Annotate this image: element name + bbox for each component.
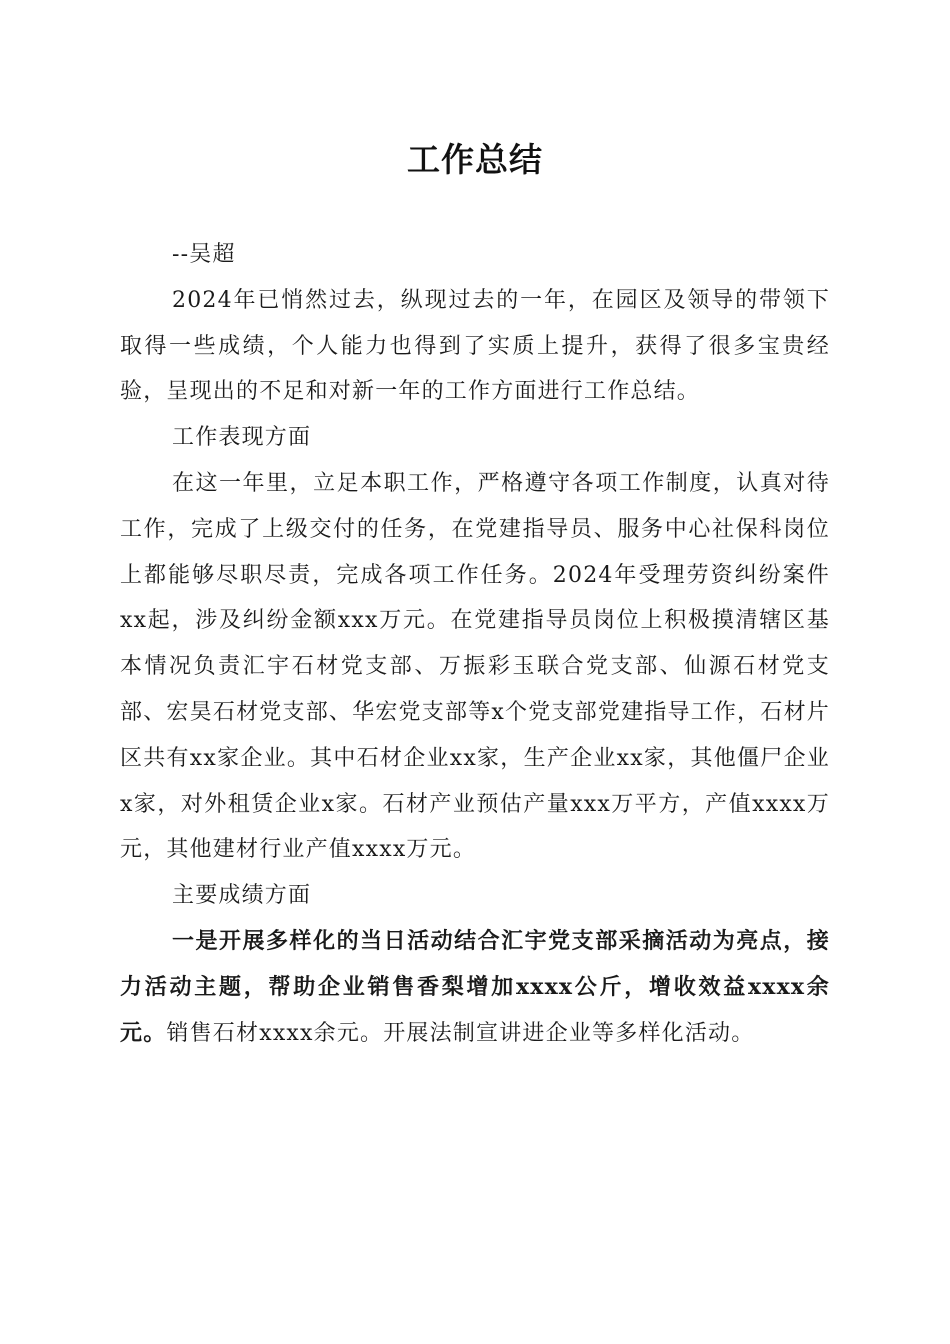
achievement-rest-text: 销售石材xxxx余元。开展法制宣讲进企业等多样化活动。 <box>166 1020 755 1046</box>
section-heading-work-performance: 工作表现方面 <box>172 425 312 451</box>
main-achievements-paragraph <box>120 919 830 1056</box>
section-heading-main-achievements: 主要成绩方面 <box>172 883 312 909</box>
document-title: 工作总结 <box>407 140 543 179</box>
intro-paragraph: 2024年已悄然过去，纵现过去的一年，在园区及领导的带领下取得一些成绩，个人能力也得到了实质上提升，获得了很多宝贵经验，呈现出的不足和对新一年的工作方面进行工作总结。 <box>120 287 830 405</box>
document-body <box>120 232 830 1056</box>
work-performance-paragraph: 在这一年里，立足本职工作，严格遵守各项工作制度，认真对待工作，完成了上级交付的任务，在党建指导员、服务中心社保科岗位上都能够尽职尽责，完成各项工作任务。2024年受理劳资纠纷案件xx起，涉及纠纷金额xxx万元。在党建指导员岗位上积极摸清辖区基本情况负责汇宇石材党支部、万振彩玉联合党支部、仙源石材党支部、宏昊石材党支部、华宏党支部等x个党支部党建指导工作，石材片区共有xx家企业。其中石材企业xx家，生产企业xx家，其他僵尸企业x家，对外租赁企业x家。石材产业预估产量xxx万平方，产值xxxx万元，其他建材行业产值xxxx万元。 <box>120 470 830 863</box>
author-line: --吴超 <box>172 242 236 267</box>
achievement-bold-text: 一是开展多样化的当日活动结合汇宇党支部采摘活动为亮点，接力活动主题，帮助企业销售香梨增加xxxx公斤，增收效益xxxx余元。 <box>120 927 830 1046</box>
